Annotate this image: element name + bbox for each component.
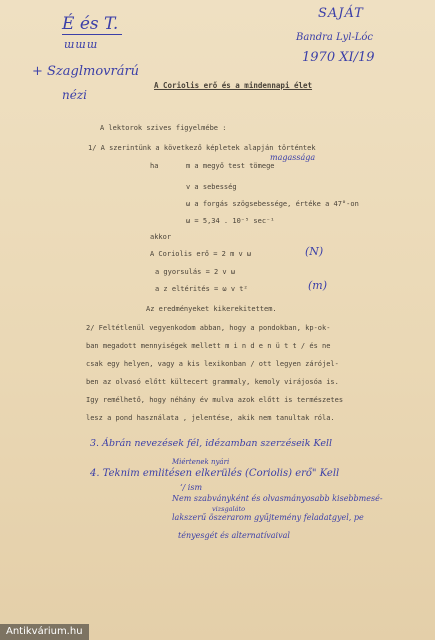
handwritten-underline bbox=[62, 34, 122, 35]
paragraph-2-line-6: lesz a pond használata , jelentése, akik nem tanultak róla. bbox=[86, 414, 335, 422]
velocity-definition: v a sebesség bbox=[186, 183, 237, 191]
handwritten-note-top-left: É és T. bbox=[62, 14, 119, 34]
point-1: 1/ A szerintünk a következő képletek alapján történtek bbox=[88, 144, 316, 152]
paragraph-2-line-4: ben az olvasó előtt kültecert grammaly, kemoly virájosóa is. bbox=[86, 378, 339, 386]
handwritten-note-author: + Szaglmovrárú bbox=[32, 64, 140, 79]
paragraph-2-line-2: ban megadott mennyiségek mellett m i n d e n ü t t / és ne bbox=[86, 342, 331, 350]
handwritten-note-sub: nézi bbox=[62, 88, 87, 102]
handwritten-note-name: Bandra Lyl-Lóc bbox=[296, 32, 374, 43]
document-title: A Coriolis erő és a mindennapi élet bbox=[154, 81, 313, 90]
handwritten-unit-n: (N) bbox=[305, 245, 324, 258]
handwritten-note-4-sub: ʻ/ ism bbox=[180, 483, 203, 492]
handwritten-note-6: lakszerű öszerarom gyűjtemény feladatgyel, pe bbox=[172, 513, 364, 522]
handwritten-unit-m: (m) bbox=[308, 279, 328, 292]
omega-value: ω = 5,34 . 10⁻⁵ sec⁻¹ bbox=[186, 217, 275, 225]
watermark: Antikvárium.hu bbox=[0, 624, 89, 640]
coriolis-formula: A Coriolis erő = 2 m v ω bbox=[150, 250, 252, 258]
handwritten-note-5: Nem szabványként és olvasmányosabb kisebbmesé- bbox=[172, 494, 383, 503]
ha-label: ha bbox=[150, 162, 159, 170]
paragraph-2-line-3: csak egy helyen, vagy a kis lexikonban / ott legyen zárójel- bbox=[86, 360, 339, 368]
results-line: Az eredményeket kikerekitettem. bbox=[146, 305, 277, 313]
paragraph-2-line-1: 2/ Feltétlenül vegyenkodom abban, hogy a pondokban, kp-ok- bbox=[86, 324, 331, 332]
handwritten-note-3: 3. Ábrán nevezések fél, idézamban szerzéseik Kell bbox=[90, 438, 333, 449]
handwritten-note-4-above: Miértenek nyári bbox=[172, 458, 230, 466]
deviation-formula: a z eltérités = ω v t² bbox=[155, 285, 248, 293]
paragraph-2-line-5: Igy remélhető, hogy néhány év mulva azok előtt is természetes bbox=[86, 396, 344, 404]
intro-line: A lektorok szives figyelmébe : bbox=[100, 124, 227, 132]
handwritten-note-6-above: vizsgaláto bbox=[212, 505, 246, 513]
acceleration-formula: a gyorsulás = 2 v ω bbox=[155, 268, 236, 276]
handwritten-note-own: SAJÁT bbox=[318, 6, 364, 21]
handwritten-note-date: 1970 XI/19 bbox=[302, 50, 375, 65]
akkor-label: akkor bbox=[150, 233, 172, 241]
handwritten-note-7: tényesgét és alternatívaival bbox=[178, 531, 290, 540]
handwritten-sidenote-height: magassága bbox=[270, 153, 316, 162]
handwritten-scribble: ɯɯɯ bbox=[64, 38, 99, 51]
omega-definition: ω a forgás szögsebessége, értéke a 47°-on bbox=[186, 200, 359, 208]
mass-definition: m a megyő test tömege bbox=[186, 162, 275, 170]
handwritten-note-4: 4. Teknim emlitésen elkerülés (Coriolis) erő" Kell bbox=[90, 468, 340, 479]
